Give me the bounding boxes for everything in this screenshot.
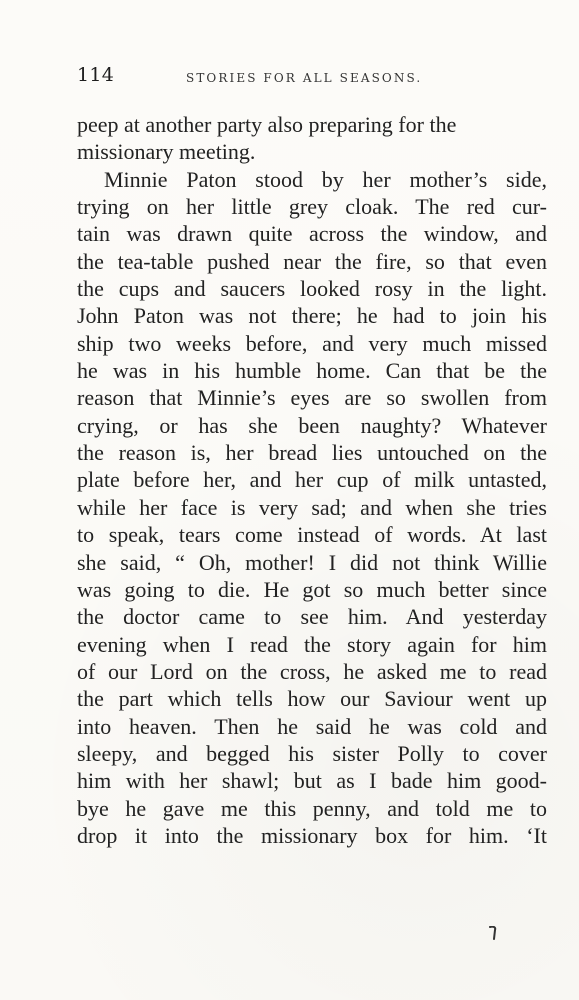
page-header — [77, 63, 547, 91]
text-line-25: him with her shawl; but as I bade him good- — [77, 768, 547, 794]
text-line-23: into heaven. Then he said he was cold and — [77, 713, 547, 739]
text-line-4: trying on her little grey cloak. The red cur- — [77, 194, 547, 220]
text-line-11: reason that Minnie’s eyes are so swollen from — [77, 385, 547, 411]
text-line-14: plate before her, and her cup of milk untasted, — [77, 467, 547, 493]
text-line-22: the part which tells how our Saviour went up — [77, 686, 547, 712]
text-line-24: sleepy, and begged his sister Polly to cover — [77, 740, 547, 766]
text-line-10: he was in his humble home. Can that be the — [77, 358, 547, 384]
text-line-15: while her face is very sad; and when she tries — [77, 494, 547, 520]
text-line-18: was going to die. He got so much better since — [77, 576, 547, 602]
text-line-19: the doctor came to see him. And yesterday — [77, 604, 547, 630]
text-line-5: tain was drawn quite across the window, and — [77, 221, 547, 247]
printer-mark-icon — [489, 926, 497, 940]
text-line-13: the reason is, her bread lies untouched on the — [77, 440, 547, 466]
text-line-7: the cups and saucers looked rosy in the light. — [77, 276, 547, 302]
text-line-3: Minnie Paton stood by her mother’s side, — [104, 166, 547, 192]
text-line-16: to speak, tears come instead of words. At last — [77, 522, 547, 548]
text-line-21: of our Lord on the cross, he asked me to read — [77, 658, 547, 684]
page-number: 114 — [77, 64, 115, 86]
text-line-26: bye he gave me this penny, and told me to — [77, 795, 547, 821]
text-line-9: ship two weeks before, and very much missed — [77, 330, 547, 356]
text-line-1: peep at another party also preparing for the — [77, 112, 457, 137]
text-line-8: John Paton was not there; he had to join his — [77, 303, 547, 329]
body-text — [77, 111, 547, 849]
text-line-17: she said, “ Oh, mother! I did not think Willie — [77, 549, 547, 575]
text-line-20: evening when I read the story again for him — [77, 631, 547, 657]
text-line-12: crying, or has she been naughty? Whatever — [77, 412, 547, 438]
text-line-2: missionary meeting. — [77, 139, 256, 165]
text-line-6: the tea-table pushed near the fire, so that even — [77, 248, 547, 274]
text-line-27: drop it into the missionary box for him. ‘It — [77, 822, 547, 848]
running-head: STORIES FOR ALL SEASONS. — [186, 71, 423, 85]
